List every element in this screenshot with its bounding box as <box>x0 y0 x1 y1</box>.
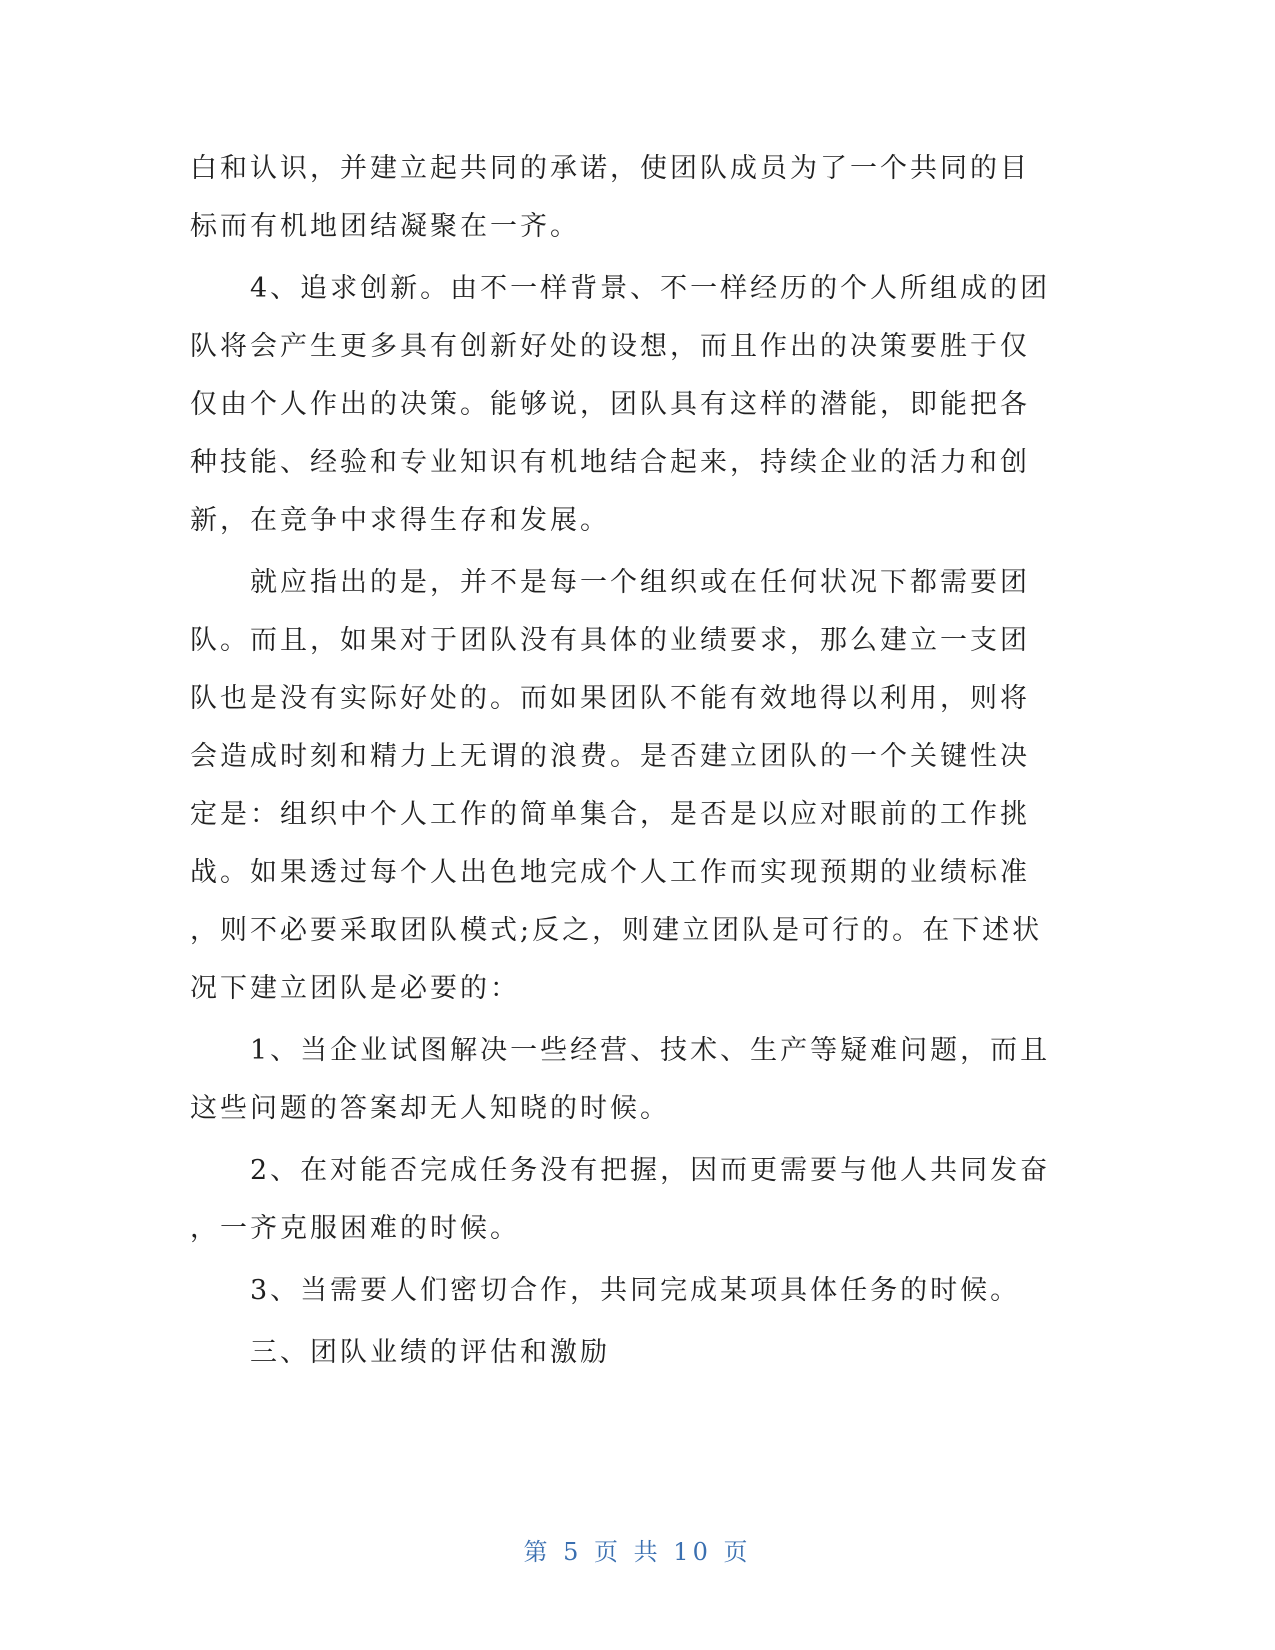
document-body <box>190 140 1080 1382</box>
text-line-2: 标而有机地团结凝聚在一齐。 <box>190 211 580 242</box>
text-line-7: 新，在竞争中求得生存和发展。 <box>190 505 610 536</box>
text-line-8: 就应指出的是，并不是每一个组织或在任何状况下都需要团 <box>190 567 1030 598</box>
text-line-17: 这些问题的答案却无人知晓的时候。 <box>190 1093 670 1124</box>
text-line-15: 况下建立团队是必要的： <box>190 973 520 1004</box>
text-line-12: 定是：组织中个人工作的简单集合，是否是以应对眼前的工作挑 <box>190 799 1030 830</box>
text-line-19: ，一齐克服困难的时候。 <box>190 1213 520 1244</box>
text-line-5: 仅由个人作出的决策。能够说，团队具有这样的潜能，即能把各 <box>190 389 1030 420</box>
text-line-14: ，则不必要采取团队模式;反之，则建立团队是可行的。在下述状 <box>190 915 1043 946</box>
text-line-4: 队将会产生更多具有创新好处的设想，而且作出的决策要胜于仅 <box>190 331 1030 362</box>
text-line-6: 种技能、经验和专业知识有机地结合起来，持续企业的活力和创 <box>190 447 1030 478</box>
text-line-3: 4、追求创新。由不一样背景、不一样经历的个人所组成的团 <box>190 273 1051 304</box>
text-line-10: 队也是没有实际好处的。而如果团队不能有效地得以利用，则将 <box>190 683 1030 714</box>
text-line-18: 2、在对能否完成任务没有把握，因而更需要与他人共同发奋 <box>190 1155 1051 1186</box>
text-line-20: 3、当需要人们密切合作，共同完成某项具体任务的时候。 <box>190 1275 1021 1306</box>
text-line-1: 白和认识，并建立起共同的承诺，使团队成员为了一个共同的目 <box>190 153 1030 184</box>
section-heading: 三、团队业绩的评估和激励 <box>190 1337 610 1368</box>
text-line-16: 1、当企业试图解决一些经营、技术、生产等疑难问题，而且 <box>190 1035 1051 1066</box>
text-line-13: 战。如果透过每个人出色地完成个人工作而实现预期的业绩标准 <box>190 857 1030 888</box>
page-number-footer: 第 5 页 共 10 页 <box>523 1538 752 1566</box>
text-line-11: 会造成时刻和精力上无谓的浪费。是否建立团队的一个关键性决 <box>190 741 1030 772</box>
text-line-9: 队。而且，如果对于团队没有具体的业绩要求，那么建立一支团 <box>190 625 1030 656</box>
